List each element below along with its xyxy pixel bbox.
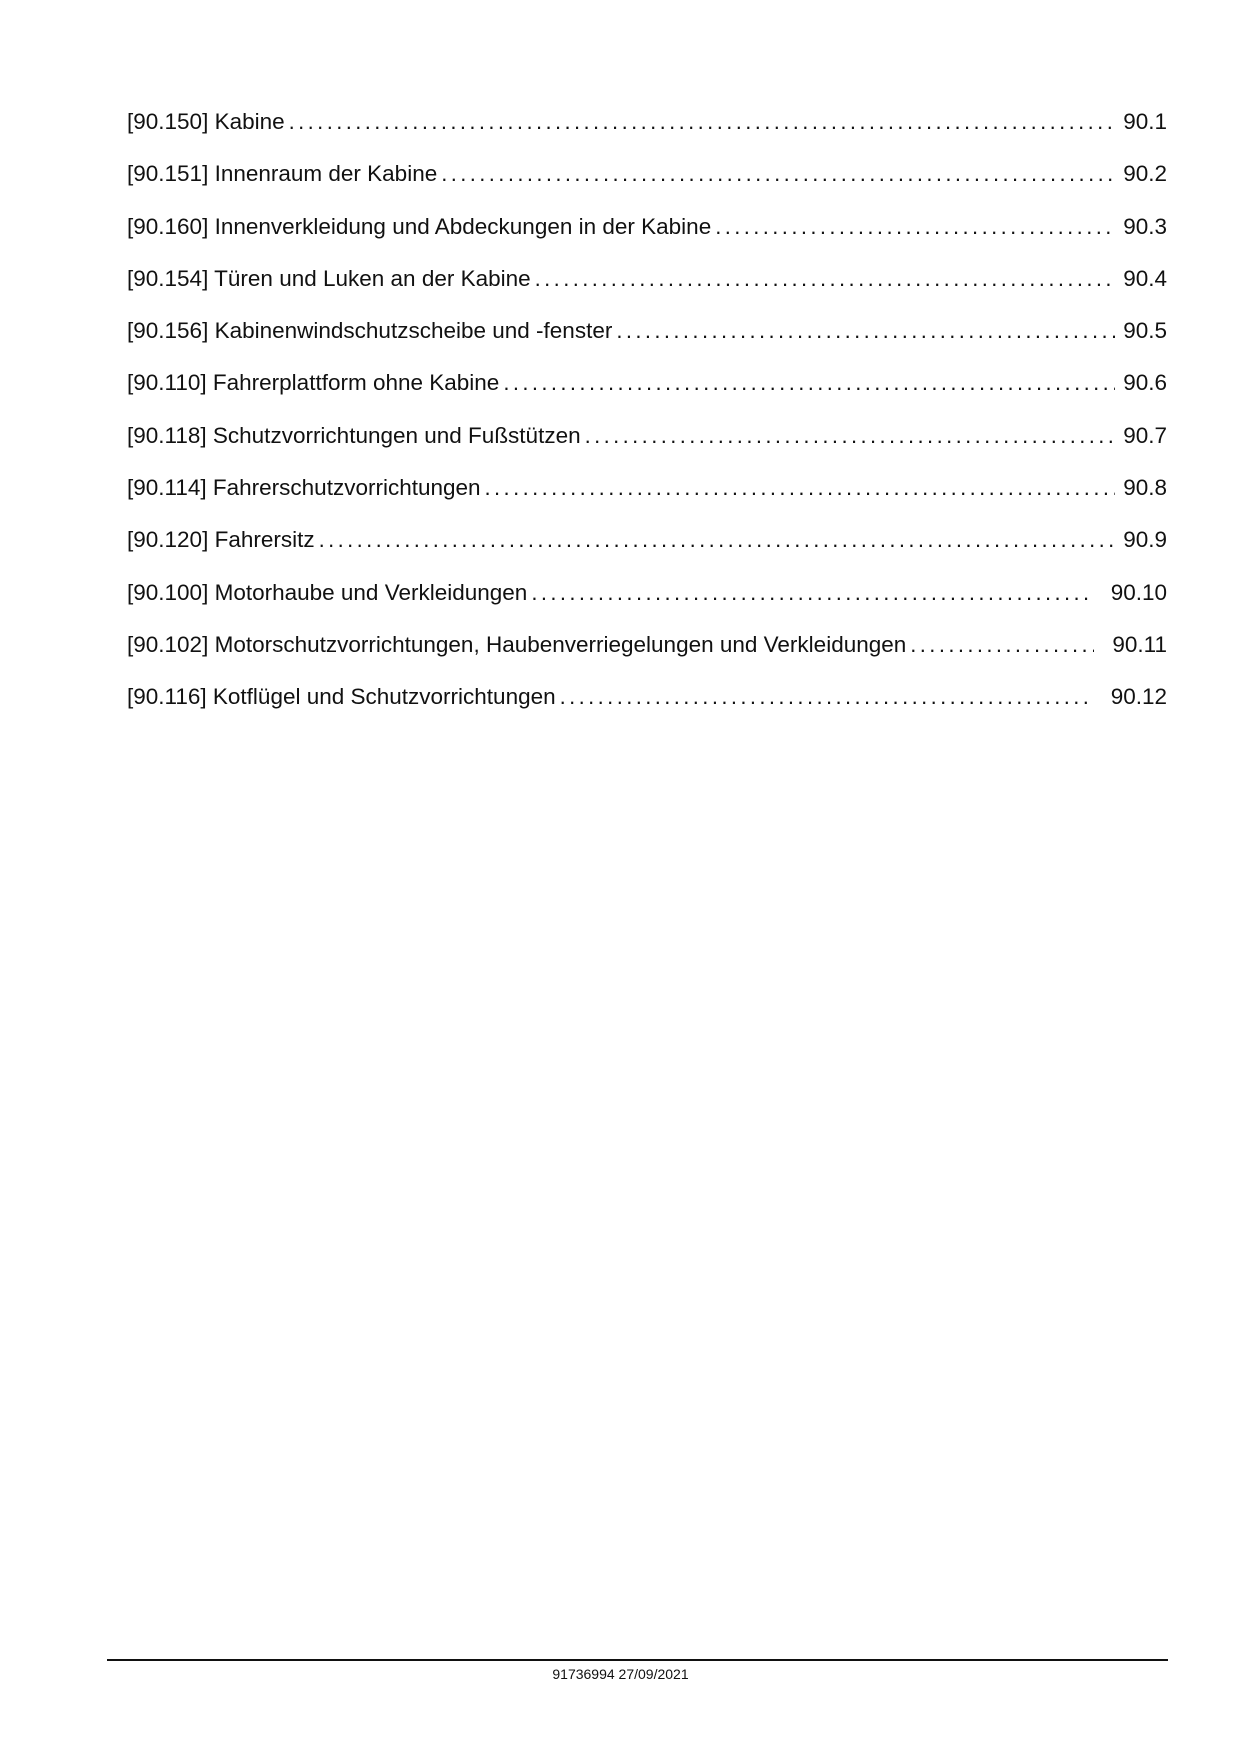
toc-entry[interactable] xyxy=(127,158,1167,210)
toc-entry-title: [90.100] Motorhaube und Verkleidungen xyxy=(127,579,528,605)
toc-entry[interactable] xyxy=(127,420,1167,472)
dot-leader xyxy=(503,367,1115,399)
toc-entry[interactable] xyxy=(127,106,1167,158)
toc-entry[interactable] xyxy=(127,315,1167,367)
toc-entry-title: [90.150] Kabine xyxy=(127,109,285,134)
toc-entry-title: [90.114] Fahrerschutzvorrichtungen xyxy=(127,475,481,501)
toc-entry[interactable] xyxy=(127,472,1167,524)
toc-entry[interactable] xyxy=(127,263,1167,315)
toc-entry-page: 90.6 xyxy=(1123,370,1167,396)
toc-entry-title: [90.120] Fahrersitz xyxy=(127,527,315,553)
dot-leader xyxy=(441,158,1115,190)
toc-entry[interactable] xyxy=(127,681,1167,733)
toc-entry-page: 90.3 xyxy=(1123,213,1167,239)
dot-leader xyxy=(910,629,1094,661)
toc-entry-title: [90.156] Kabinenwindschutzscheibe und -fenster xyxy=(127,318,613,344)
toc-entry-page: 90.11 xyxy=(1112,631,1167,657)
toc-entry-title: [90.154] Türen und Luken an der Kabine xyxy=(127,265,531,291)
dot-leader xyxy=(531,577,1092,609)
toc-entry-page: 90.7 xyxy=(1123,422,1167,448)
dot-leader xyxy=(715,211,1115,243)
toc-entry-page: 90.1 xyxy=(1123,109,1167,134)
dot-leader xyxy=(560,681,1093,713)
toc-entry[interactable] xyxy=(127,211,1167,263)
toc-entry-title: [90.118] Schutzvorrichtungen und Fußstützen xyxy=(127,422,581,448)
dot-leader xyxy=(585,420,1115,452)
dot-leader xyxy=(616,315,1115,347)
toc-entry[interactable] xyxy=(127,524,1167,576)
toc-entry-title: [90.160] Innenverkleidung und Abdeckungen in der Kabine xyxy=(127,213,712,239)
toc-entry-title: [90.116] Kotflügel und Schutzvorrichtungen xyxy=(127,684,556,710)
dot-leader xyxy=(485,472,1115,504)
toc-entry[interactable] xyxy=(127,577,1167,629)
toc-entry-page: 90.2 xyxy=(1123,161,1167,187)
toc-entry-page: 90.12 xyxy=(1110,684,1167,710)
toc-entry-page: 90.4 xyxy=(1123,265,1167,291)
footer-doc-id-date: 91736994 27/09/2021 xyxy=(552,1666,689,1682)
footer-divider xyxy=(107,1659,1168,1661)
toc-entry-page: 90.5 xyxy=(1123,318,1167,344)
toc-entry-title: [90.151] Innenraum der Kabine xyxy=(127,161,438,187)
toc-entry-title: [90.110] Fahrerplattform ohne Kabine xyxy=(127,370,500,396)
dot-leader xyxy=(289,106,1115,138)
table-of-contents xyxy=(127,106,1167,734)
toc-entry[interactable] xyxy=(127,367,1167,419)
dot-leader xyxy=(535,263,1115,295)
dot-leader xyxy=(319,524,1115,556)
toc-entry-page: 90.8 xyxy=(1123,475,1167,501)
toc-entry-title: [90.102] Motorschutzvorrichtungen, Haubenverriegelungen und Verkleidungen xyxy=(127,631,907,657)
toc-entry-page: 90.9 xyxy=(1123,527,1167,553)
toc-entry[interactable] xyxy=(127,629,1167,681)
toc-entry-page: 90.10 xyxy=(1110,579,1167,605)
